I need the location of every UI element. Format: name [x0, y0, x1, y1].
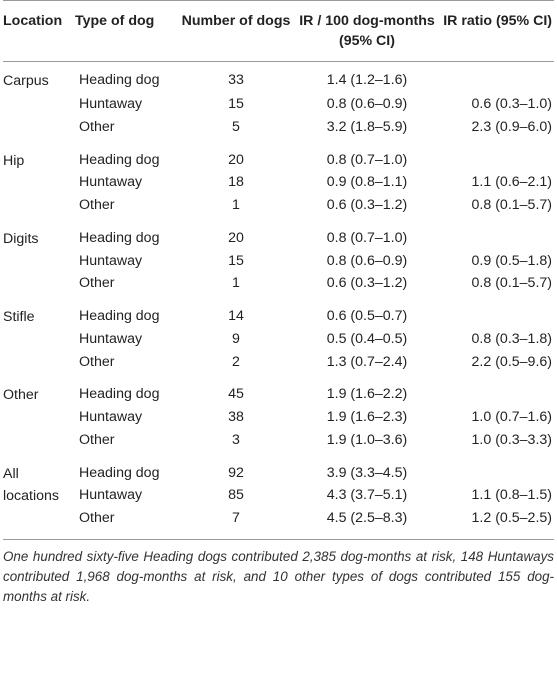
table-row: [3, 228, 554, 251]
location-cell: Other: [3, 387, 39, 404]
table-row: [3, 150, 554, 173]
incidence-rate-cell: 0.8 (0.7–1.0): [326, 229, 408, 246]
type-of-dog-cell: Huntaway: [79, 174, 143, 191]
ir-ratio-cell: [442, 384, 554, 407]
ir-ratio-cell: [442, 150, 554, 173]
number-of-dogs-cell: 5: [232, 118, 240, 135]
incidence-rate-cell: 4.5 (2.5–8.3): [326, 510, 408, 526]
location-cell: [3, 117, 75, 140]
location-cell: [3, 352, 75, 375]
incidence-rate-cell: 4.3 (3.7–5.1): [326, 487, 408, 504]
number-of-dogs-cell: 9: [232, 330, 240, 347]
type-of-dog-cell: Other: [79, 353, 115, 370]
number-of-dogs-cell: 15: [228, 96, 244, 112]
number-of-dogs-cell: 2: [232, 353, 240, 370]
number-of-dogs-cell: 1: [232, 197, 240, 213]
table-row: [3, 463, 554, 486]
ir-ratio-cell: 1.1 (0.8–1.5): [471, 487, 552, 504]
spacer-cell: [3, 453, 554, 463]
type-of-dog-cell: Heading dog: [79, 229, 160, 246]
footer-rule: [3, 539, 554, 540]
spacer-cell: [3, 140, 554, 150]
type-of-dog-cell: Heading dog: [79, 386, 160, 403]
location-cell: [3, 508, 75, 531]
ir-ratio-cell: 2.2 (0.5–9.6): [471, 353, 552, 370]
ir-ratio-cell: 0.9 (0.5–1.8): [471, 252, 552, 269]
group-spacer: [3, 374, 554, 384]
group-spacer: [3, 453, 554, 463]
location-cell: [3, 430, 75, 453]
incidence-rate-cell: 1.9 (1.6–2.2): [326, 386, 408, 403]
header-incidence-rate: IR / 100 dog-months (95% CI): [292, 1, 442, 62]
type-of-dog-cell: Heading dog: [79, 308, 160, 324]
header-type-of-dog: Type of dog: [75, 1, 180, 62]
table-row: [3, 62, 554, 95]
incidence-table: [3, 0, 554, 531]
number-of-dogs-cell: 1: [232, 275, 240, 292]
incidence-rate-cell: 3.9 (3.3–4.5): [326, 464, 408, 481]
location-label-wrap: All locations: [3, 465, 59, 504]
number-of-dogs-cell: 20: [228, 229, 244, 246]
type-of-dog-cell: Other: [79, 275, 115, 292]
ir-ratio-cell: [442, 463, 554, 486]
ir-ratio-cell: 0.8 (0.3–1.8): [471, 330, 552, 347]
incidence-rate-cell: 0.6 (0.3–1.2): [326, 197, 408, 213]
type-of-dog-cell: Heading dog: [79, 151, 160, 168]
location-cell: [3, 94, 75, 117]
incidence-rate-cell: 0.5 (0.4–0.5): [326, 330, 408, 347]
ir-ratio-cell: 0.8 (0.1–5.7): [471, 275, 552, 292]
ir-ratio-cell: [442, 228, 554, 251]
group-spacer: [3, 296, 554, 306]
table-row: [3, 352, 554, 375]
table-row: [3, 407, 554, 430]
location-cell: Digits: [3, 230, 39, 247]
incidence-rate-cell: 1.3 (0.7–2.4): [326, 353, 408, 370]
spacer-cell: [3, 374, 554, 384]
number-of-dogs-cell: 33: [228, 72, 244, 88]
ir-ratio-cell: 2.3 (0.9–6.0): [471, 118, 552, 135]
type-of-dog-cell: Huntaway: [79, 330, 143, 347]
table-row: [3, 117, 554, 140]
table-row: [3, 306, 554, 329]
type-of-dog-cell: Huntaway: [79, 409, 143, 425]
group-spacer: [3, 140, 554, 150]
incidence-rate-cell: 1.9 (1.6–2.3): [326, 409, 408, 425]
location-cell: [3, 463, 75, 504]
type-of-dog-cell: Huntaway: [79, 96, 143, 112]
header-number-of-dogs: Number of dogs: [180, 1, 292, 62]
number-of-dogs-cell: 18: [228, 174, 244, 191]
location-cell: [3, 195, 75, 218]
table-row: [3, 273, 554, 296]
spacer-cell: [3, 296, 554, 306]
location-cell: [3, 251, 75, 274]
ir-ratio-cell: 1.0 (0.7–1.6): [471, 409, 552, 425]
type-of-dog-cell: Other: [79, 118, 115, 135]
incidence-rate-cell: 0.9 (0.8–1.1): [326, 174, 408, 191]
ir-ratio-cell: [442, 62, 554, 95]
table-row: [3, 430, 554, 453]
type-of-dog-cell: Heading dog: [79, 464, 160, 481]
table-row: [3, 94, 554, 117]
number-of-dogs-cell: 38: [228, 409, 244, 425]
number-of-dogs-cell: 45: [228, 386, 244, 403]
table-row: [3, 508, 554, 531]
table-row: [3, 384, 554, 407]
incidence-rate-cell: 0.8 (0.6–0.9): [326, 96, 408, 112]
ir-ratio-cell: 1.1 (0.6–2.1): [471, 174, 552, 191]
number-of-dogs-cell: 92: [228, 464, 244, 481]
table-row: [3, 195, 554, 218]
incidence-rate-cell: 0.6 (0.5–0.7): [326, 308, 408, 324]
number-of-dogs-cell: 14: [228, 308, 244, 324]
number-of-dogs-cell: 85: [228, 487, 244, 504]
location-cell: [3, 172, 75, 195]
table-body: [3, 62, 554, 531]
table-row: [3, 329, 554, 352]
ir-ratio-cell: 0.8 (0.1–5.7): [471, 197, 552, 213]
ir-ratio-cell: [442, 306, 554, 329]
table-footnote: One hundred sixty-five Heading dogs contributed 2,385 dog-months at risk, 148 Huntaways contributed 1,968 dog-months at risk, and 10 other types of dogs contributed 155 dog-months at risk.: [3, 548, 554, 604]
incidence-rate-cell: 1.9 (1.0–3.6): [326, 431, 408, 448]
ir-ratio-cell: 1.2 (0.5–2.5): [471, 510, 552, 526]
table-row: [3, 251, 554, 274]
type-of-dog-cell: Huntaway: [79, 487, 143, 504]
number-of-dogs-cell: 7: [232, 510, 240, 526]
location-cell: Hip: [3, 152, 25, 169]
incidence-rate-cell: 3.2 (1.8–5.9): [326, 118, 408, 135]
table-header: [3, 1, 554, 62]
header-ir-ratio: IR ratio (95% CI): [442, 1, 554, 62]
type-of-dog-cell: Other: [79, 197, 115, 213]
location-cell: Stifle: [3, 309, 35, 325]
ir-ratio-cell: 1.0 (0.3–3.3): [471, 431, 552, 448]
location-cell: [3, 329, 75, 352]
number-of-dogs-cell: 20: [228, 151, 244, 168]
number-of-dogs-cell: 3: [232, 431, 240, 448]
table-row: [3, 485, 554, 508]
type-of-dog-cell: Other: [79, 510, 115, 526]
group-spacer: [3, 218, 554, 228]
location-cell: [3, 273, 75, 296]
incidence-rate-cell: 1.4 (1.2–1.6): [326, 72, 408, 88]
header-row: [3, 1, 554, 62]
number-of-dogs-cell: 15: [228, 252, 244, 269]
ir-ratio-cell: 0.6 (0.3–1.0): [471, 96, 552, 112]
spacer-cell: [3, 218, 554, 228]
type-of-dog-cell: Huntaway: [79, 252, 143, 269]
table-row: [3, 172, 554, 195]
location-cell: [3, 407, 75, 430]
header-location: Location: [3, 1, 75, 62]
type-of-dog-cell: Other: [79, 431, 115, 448]
location-cell: Carpus: [3, 73, 49, 89]
incidence-rate-cell: 0.6 (0.3–1.2): [326, 275, 408, 292]
type-of-dog-cell: Heading dog: [79, 72, 160, 88]
incidence-rate-cell: 0.8 (0.7–1.0): [326, 151, 408, 168]
incidence-rate-cell: 0.8 (0.6–0.9): [326, 252, 408, 269]
